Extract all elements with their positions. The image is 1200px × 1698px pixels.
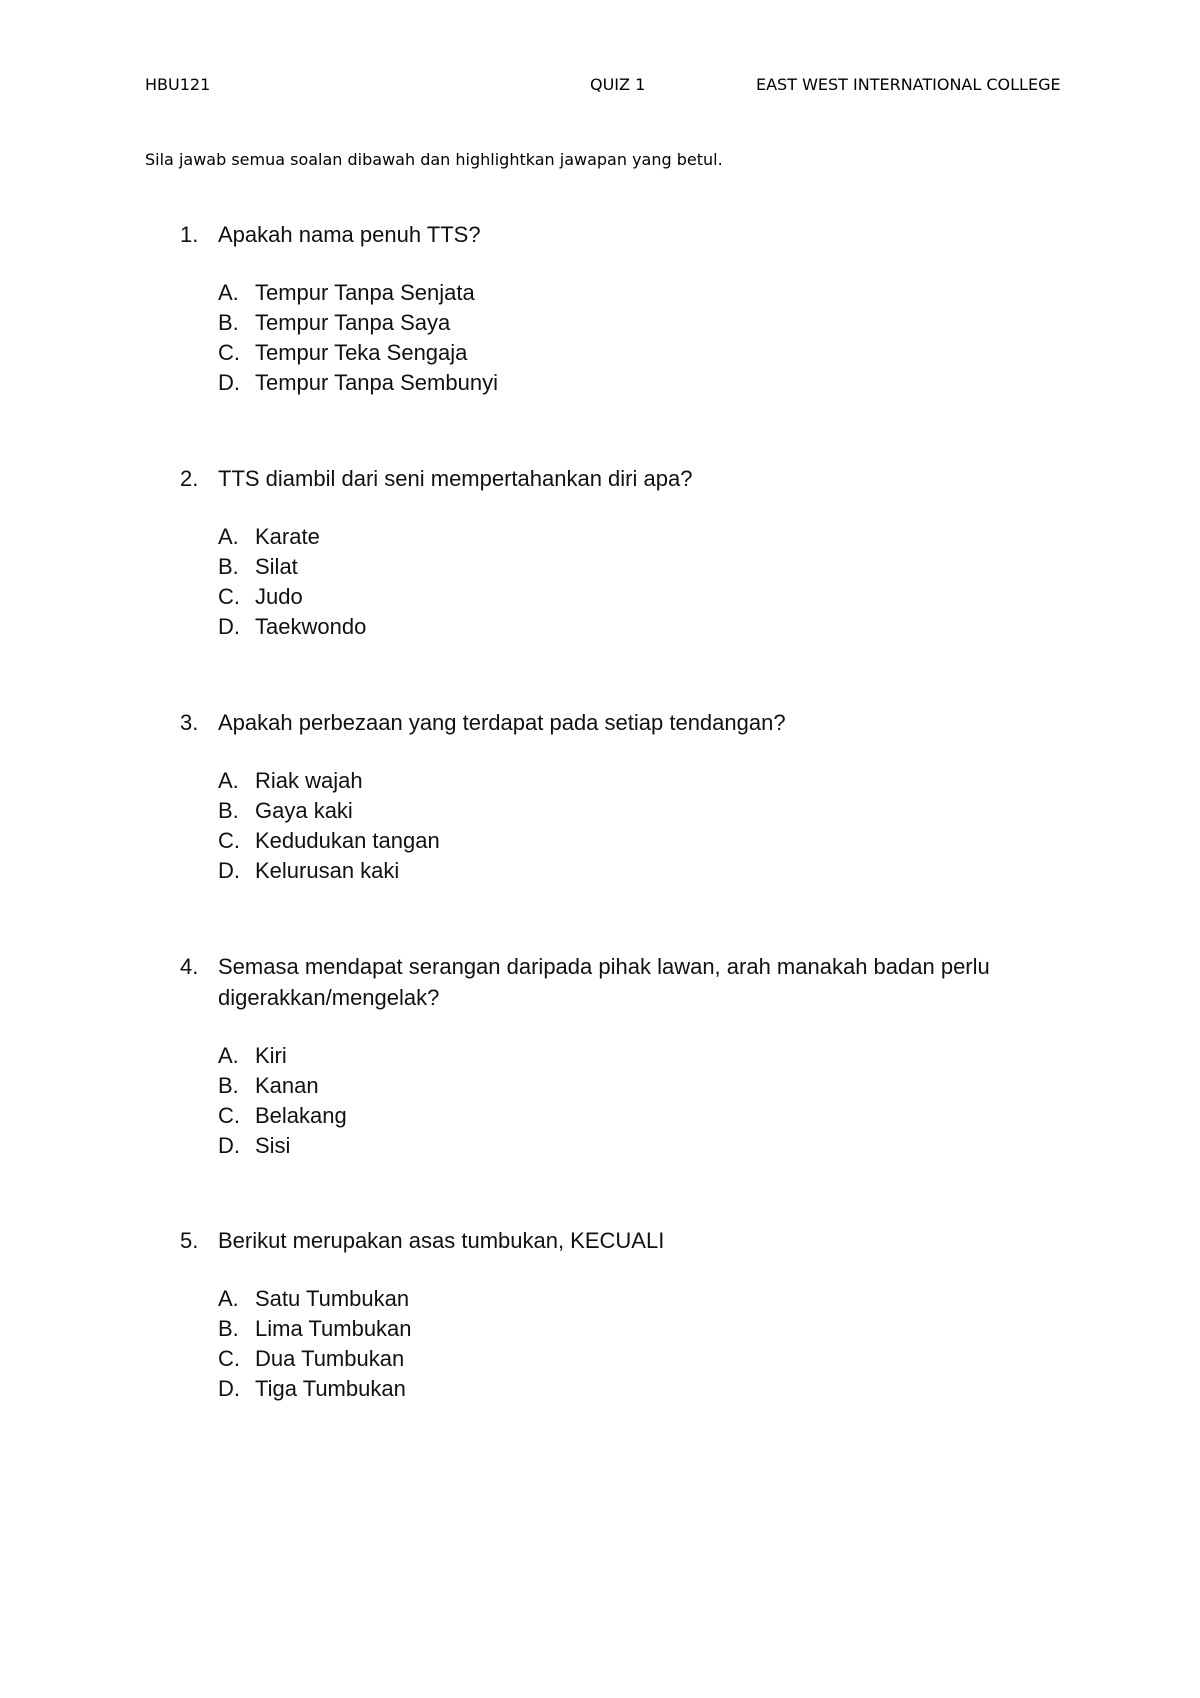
option-letter: B. <box>218 1316 239 1341</box>
option-a[interactable] <box>218 1284 1080 1314</box>
option-letter: D. <box>218 858 240 883</box>
option-text: Tiga Tumbukan <box>255 1376 406 1401</box>
option-text: Tempur Tanpa Sembunyi <box>255 370 498 395</box>
option-text: Tempur Tanpa Senjata <box>255 280 475 305</box>
option-text: Kanan <box>255 1073 319 1098</box>
question-text: TTS diambil dari seni mempertahankan diri apa? <box>218 466 693 491</box>
option-letter: B. <box>218 798 239 823</box>
option-text: Dua Tumbukan <box>255 1346 405 1371</box>
option-a[interactable] <box>218 522 1080 552</box>
option-b[interactable] <box>218 308 1080 338</box>
option-letter: C. <box>218 584 240 609</box>
option-text: Tempur Tanpa Saya <box>255 310 451 335</box>
option-letter: A. <box>218 1043 239 1068</box>
option-c[interactable] <box>218 826 1080 856</box>
option-a[interactable] <box>218 278 1080 308</box>
option-text: Riak wajah <box>255 768 363 793</box>
option-letter: A. <box>218 1286 239 1311</box>
option-b[interactable] <box>218 1071 1030 1101</box>
option-d[interactable] <box>218 1131 1030 1161</box>
question-number: 1. <box>180 222 199 247</box>
question-5 <box>180 1225 1080 1404</box>
option-text: Lima Tumbukan <box>255 1316 412 1341</box>
option-letter: B. <box>218 310 239 335</box>
option-text: Kelurusan kaki <box>255 858 400 883</box>
quiz-title: QUIZ 1 <box>590 75 646 94</box>
option-c[interactable] <box>218 1101 1030 1131</box>
option-letter: D. <box>218 370 240 395</box>
option-letter: C. <box>218 340 240 365</box>
course-code: HBU121 <box>145 75 211 94</box>
college-name: EAST WEST INTERNATIONAL COLLEGE <box>756 75 1061 94</box>
question-text: Semasa mendapat serangan daripada pihak lawan, arah manakah badan perlu digerakkan/mengelak? <box>218 954 990 1010</box>
option-text: Kedudukan tangan <box>255 828 440 853</box>
option-letter: A. <box>218 280 239 305</box>
option-letter: A. <box>218 768 239 793</box>
question-number: 4. <box>180 954 199 979</box>
option-b[interactable] <box>218 552 1080 582</box>
option-letter: A. <box>218 524 239 549</box>
option-letter: C. <box>218 1103 240 1128</box>
option-text: Tempur Teka Sengaja <box>255 340 468 365</box>
option-c[interactable] <box>218 1344 1080 1374</box>
option-a[interactable] <box>218 1041 1030 1071</box>
option-a[interactable] <box>218 766 1080 796</box>
option-c[interactable] <box>218 338 1080 368</box>
option-text: Belakang <box>255 1103 347 1128</box>
option-text: Karate <box>255 524 320 549</box>
question-3 <box>180 707 1080 886</box>
option-list <box>180 1041 1030 1161</box>
option-list <box>180 1284 1080 1404</box>
option-d[interactable] <box>218 856 1080 886</box>
option-text: Silat <box>255 554 298 579</box>
option-c[interactable] <box>218 582 1080 612</box>
question-number: 5. <box>180 1228 199 1253</box>
question-text: Apakah nama penuh TTS? <box>218 222 481 247</box>
question-1 <box>180 219 1080 398</box>
option-d[interactable] <box>218 612 1080 642</box>
option-text: Sisi <box>255 1133 291 1158</box>
question-number: 2. <box>180 466 199 491</box>
option-d[interactable] <box>218 368 1080 398</box>
option-text: Judo <box>255 584 303 609</box>
option-letter: D. <box>218 614 240 639</box>
question-2 <box>180 463 1080 642</box>
option-letter: B. <box>218 1073 239 1098</box>
option-letter: D. <box>218 1376 240 1401</box>
instruction-text: Sila jawab semua soalan dibawah dan highlightkan jawapan yang betul. <box>145 150 723 169</box>
option-letter: D. <box>218 1133 240 1158</box>
option-b[interactable] <box>218 1314 1080 1344</box>
option-text: Taekwondo <box>255 614 367 639</box>
option-letter: C. <box>218 828 240 853</box>
question-text: Berikut merupakan asas tumbukan, KECUALI <box>218 1228 665 1253</box>
option-d[interactable] <box>218 1374 1080 1404</box>
option-list <box>180 522 1080 642</box>
option-letter: C. <box>218 1346 240 1371</box>
option-text: Kiri <box>255 1043 287 1068</box>
option-text: Gaya kaki <box>255 798 353 823</box>
option-text: Satu Tumbukan <box>255 1286 410 1311</box>
option-letter: B. <box>218 554 239 579</box>
option-b[interactable] <box>218 796 1080 826</box>
option-list <box>180 278 1080 398</box>
question-4 <box>180 951 1030 1161</box>
option-list <box>180 766 1080 886</box>
question-text: Apakah perbezaan yang terdapat pada setiap tendangan? <box>218 710 786 735</box>
question-number: 3. <box>180 710 199 735</box>
